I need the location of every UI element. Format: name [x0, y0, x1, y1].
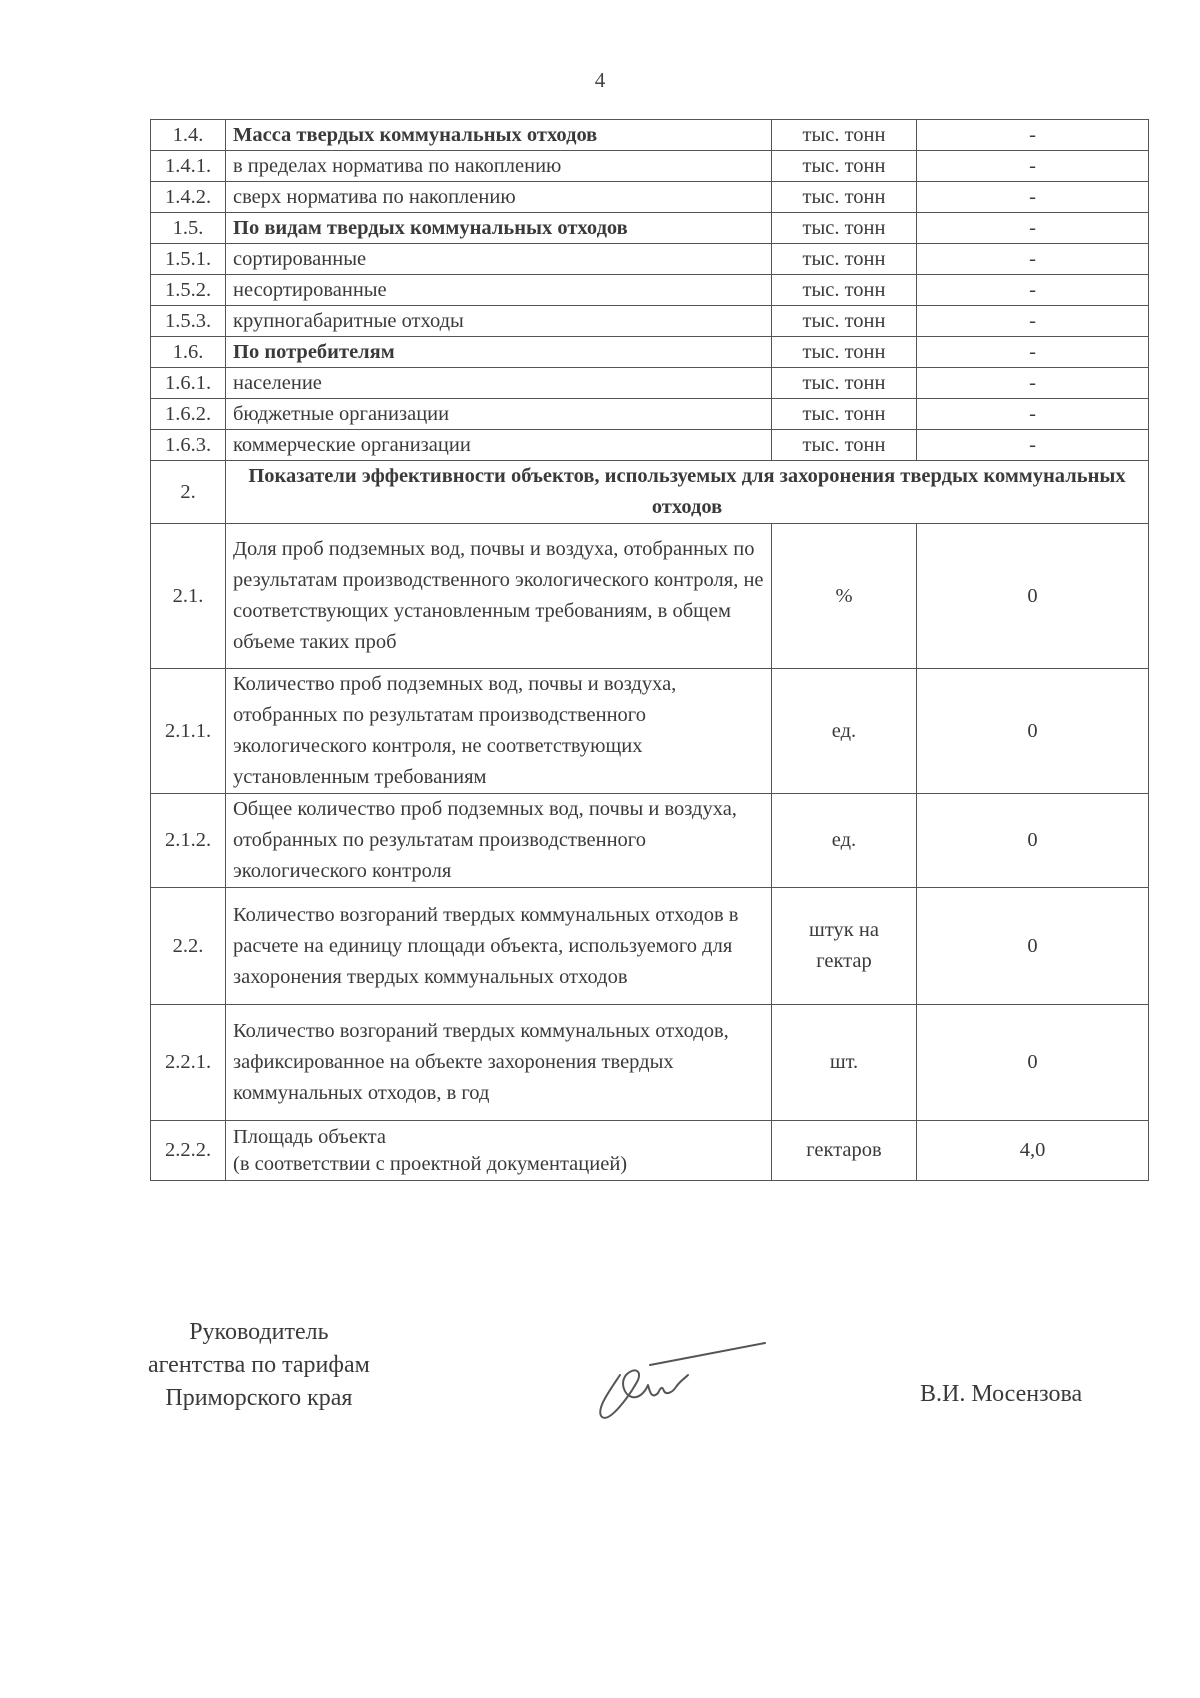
row-value: -	[917, 151, 1149, 182]
row-unit: тыс. тонн	[772, 151, 917, 182]
row-unit: гектаров	[772, 1121, 917, 1181]
row-number: 2.2.2.	[151, 1121, 226, 1181]
row-indicator-name: Доля проб подземных вод, почвы и воздуха, отобранных по результатам производственного экологического контроля, не соответствующих установленным требованиям, в общем объеме таких проб	[226, 524, 772, 669]
row-indicator-name: По видам твердых коммунальных отходов	[226, 213, 772, 244]
row-number: 1.5.2.	[151, 275, 226, 306]
row-unit: тыс. тонн	[772, 337, 917, 368]
row-number: 1.4.	[151, 120, 226, 151]
row-unit: ед.	[772, 669, 917, 794]
row-unit: %	[772, 524, 917, 669]
row-value: -	[917, 306, 1149, 337]
row-value: -	[917, 213, 1149, 244]
section-number: 2.	[151, 461, 226, 524]
row-number: 2.2.	[151, 888, 226, 1005]
row-indicator-name: Количество возгораний твердых коммунальных отходов в расчете на единицу площади объекта, используемого для захоронения твердых коммунальных отходов	[226, 888, 772, 1005]
indicators-table	[150, 119, 1149, 1181]
row-number: 1.6.	[151, 337, 226, 368]
row-value: -	[917, 275, 1149, 306]
row-number: 1.6.3.	[151, 430, 226, 461]
row-value: -	[917, 368, 1149, 399]
table-row	[151, 182, 1149, 213]
row-unit: тыс. тонн	[772, 244, 917, 275]
table-row	[151, 524, 1149, 669]
table-row	[151, 306, 1149, 337]
row-value: -	[917, 120, 1149, 151]
handwritten-signature	[590, 1335, 770, 1425]
row-value: -	[917, 430, 1149, 461]
row-unit: тыс. тонн	[772, 120, 917, 151]
signer-name: В.И. Мосензова	[920, 1381, 1083, 1407]
row-value: 4,0	[917, 1121, 1149, 1181]
row-number: 1.5.	[151, 213, 226, 244]
row-indicator-name: Общее количество проб подземных вод, почвы и воздуха, отобранных по результатам производственного экологического контроля	[226, 794, 772, 888]
row-value: 0	[917, 888, 1149, 1005]
page-number: 4	[594, 68, 606, 92]
signer-title-line-2: агентства по тарифам	[148, 1352, 370, 1378]
row-indicator-name: коммерческие организации	[226, 430, 772, 461]
signer-title-line-3: Приморского края	[165, 1385, 353, 1411]
table-row	[151, 430, 1149, 461]
row-indicator-name: население	[226, 368, 772, 399]
row-indicator-name: сверх норматива по накоплению	[226, 182, 772, 213]
row-value: -	[917, 337, 1149, 368]
signer-title-line-1: Руководитель	[189, 1319, 329, 1345]
row-unit: тыс. тонн	[772, 430, 917, 461]
row-unit: шт.	[772, 1005, 917, 1121]
row-value: -	[917, 244, 1149, 275]
row-indicator-name: несортированные	[226, 275, 772, 306]
table-row	[151, 669, 1149, 794]
row-number: 1.5.3.	[151, 306, 226, 337]
row-unit: тыс. тонн	[772, 368, 917, 399]
row-number: 2.1.1.	[151, 669, 226, 794]
indicator-name-line-2: (в соответствии с проектной документацией)	[233, 1152, 628, 1175]
table-row	[151, 275, 1149, 306]
row-number: 1.6.1.	[151, 368, 226, 399]
row-indicator-name: бюджетные организации	[226, 399, 772, 430]
row-indicator-name: в пределах норматива по накоплению	[226, 151, 772, 182]
row-unit: тыс. тонн	[772, 306, 917, 337]
row-number: 1.4.2.	[151, 182, 226, 213]
row-value: 0	[917, 524, 1149, 669]
row-unit: тыс. тонн	[772, 399, 917, 430]
row-unit: тыс. тонн	[772, 213, 917, 244]
row-number: 1.5.1.	[151, 244, 226, 275]
section-header-row	[151, 461, 1149, 524]
row-number: 1.6.2.	[151, 399, 226, 430]
row-indicator-name: По потребителям	[226, 337, 772, 368]
signer-title	[148, 1316, 370, 1415]
row-number: 2.1.	[151, 524, 226, 669]
row-number: 2.1.2.	[151, 794, 226, 888]
row-indicator-name: сортированные	[226, 244, 772, 275]
table-row	[151, 368, 1149, 399]
row-indicator-name: Количество проб подземных вод, почвы и воздуха, отобранных по результатам производственного экологического контроля, не соответствующих установленным требованиям	[226, 669, 772, 794]
row-value: -	[917, 399, 1149, 430]
table-row	[151, 337, 1149, 368]
section-title: Показатели эффективности объектов, используемых для захоронения твердых коммунальных отходов	[226, 461, 1149, 524]
table-row	[151, 399, 1149, 430]
row-unit: тыс. тонн	[772, 182, 917, 213]
row-indicator-name	[226, 1121, 772, 1181]
row-unit: штук на гектар	[772, 888, 917, 1005]
row-unit: тыс. тонн	[772, 275, 917, 306]
table-row	[151, 213, 1149, 244]
indicator-name-line-1: Площадь объекта	[233, 1125, 386, 1148]
row-indicator-name: крупногабаритные отходы	[226, 306, 772, 337]
row-indicator-name: Количество возгораний твердых коммунальных отходов, зафиксированное на объекте захоронения твердых коммунальных отходов, в год	[226, 1005, 772, 1121]
table-row	[151, 888, 1149, 1005]
row-indicator-name: Масса твердых коммунальных отходов	[226, 120, 772, 151]
table-row	[151, 120, 1149, 151]
table-row	[151, 1005, 1149, 1121]
table-row	[151, 1121, 1149, 1181]
table-row	[151, 244, 1149, 275]
row-value: -	[917, 182, 1149, 213]
row-unit: ед.	[772, 794, 917, 888]
table-row	[151, 794, 1149, 888]
row-number: 2.2.1.	[151, 1005, 226, 1121]
table-row	[151, 151, 1149, 182]
row-number: 1.4.1.	[151, 151, 226, 182]
row-value: 0	[917, 1005, 1149, 1121]
row-value: 0	[917, 669, 1149, 794]
row-value: 0	[917, 794, 1149, 888]
